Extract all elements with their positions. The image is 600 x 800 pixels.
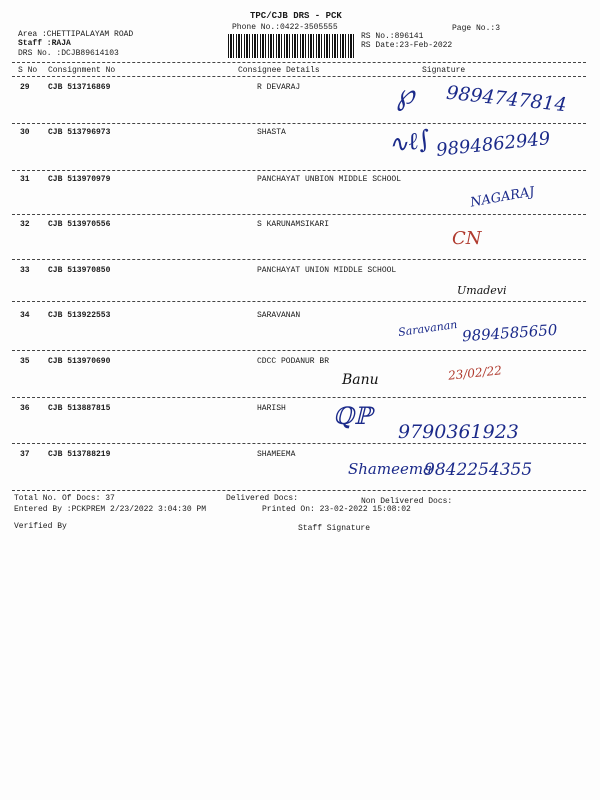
delivered-docs: Delivered Docs:: [226, 494, 299, 503]
non-delivered-docs: Non Delivered Docs:: [361, 497, 453, 506]
row-sno: 30: [20, 128, 30, 137]
row-sno: 35: [20, 357, 30, 366]
rs-date: RS Date:23-Feb-2022: [361, 41, 453, 50]
area-label: Area :CHETTIPALAYAM ROAD: [18, 30, 134, 39]
signature-mark: ∿ℓ∫: [385, 124, 433, 160]
divider: [12, 259, 586, 260]
signature-text: Umadevi: [457, 284, 507, 297]
row-consignment: CJB 513970850: [48, 266, 111, 275]
row-sno: 33: [20, 266, 30, 275]
row-consignee: S KARUNAMSIKARI: [257, 220, 330, 229]
signature-text: 9894585650: [461, 320, 558, 346]
signature-text: 9790361923: [398, 421, 519, 443]
barcode-image: [228, 34, 356, 58]
signature-mark: ℘: [392, 76, 417, 113]
divider: [12, 397, 586, 398]
row-sno: 36: [20, 404, 30, 413]
signature-text: Shameema: [348, 460, 433, 478]
rs-number: RS No.:896141: [361, 32, 424, 41]
divider: [12, 301, 586, 302]
verified-by: Verified By: [14, 522, 67, 531]
divider: [12, 443, 586, 444]
row-consignment: CJB 513922553: [48, 311, 111, 320]
row-consignment: CJB 513970556: [48, 220, 111, 229]
entered-by: Entered By :PCKPREM 2/23/2022 3:04:30 PM: [14, 505, 207, 514]
signature-text: 9894862949: [435, 128, 552, 161]
row-consignee: HARISH: [257, 404, 286, 413]
column-signature: Signature: [422, 66, 466, 75]
row-sno: 32: [20, 220, 30, 229]
signature-text: 23/02/22: [447, 363, 503, 383]
row-consignment: CJB 513887815: [48, 404, 111, 413]
signature-text: 9842254355: [424, 460, 533, 480]
column-sno: S No: [18, 66, 38, 75]
row-consignment: CJB 513788219: [48, 450, 111, 459]
divider: [12, 76, 586, 77]
row-consignee: SHASTA: [257, 128, 286, 137]
staff-signature: Staff Signature: [298, 524, 371, 533]
signature-text: CN: [452, 228, 482, 249]
row-consignment: CJB 513970690: [48, 357, 111, 366]
row-consignee: PANCHAYAT UNBION MIDDLE SCHOOL: [257, 175, 402, 184]
row-consignee: R DEVARAJ: [257, 83, 301, 92]
row-sno: 31: [20, 175, 30, 184]
row-consignee: CDCC PODANUR BR: [257, 357, 330, 366]
row-consignee: SHAMEEMA: [257, 450, 296, 459]
phone-number: Phone No.:0422-3505555: [232, 23, 338, 32]
signature-text: Saravanan: [397, 317, 459, 340]
signature-text: Banu: [342, 372, 379, 388]
row-consignee: SARAVANAN: [257, 311, 301, 320]
divider: [12, 62, 586, 63]
divider: [12, 214, 586, 215]
drs-number: DRS No. :DCJB89614103: [18, 49, 119, 58]
row-sno: 37: [20, 450, 30, 459]
staff-label: Staff :RAJA: [18, 39, 71, 48]
row-sno: 34: [20, 311, 30, 320]
row-consignment: CJB 513716869: [48, 83, 111, 92]
document-title: TPC/CJB DRS - PCK: [250, 11, 342, 21]
row-consignment: CJB 513970979: [48, 175, 111, 184]
divider: [12, 350, 586, 351]
column-consignee: Consignee Details: [238, 66, 320, 75]
signature-mark: ℚℙ: [333, 402, 372, 430]
column-consignment: Consignment No: [48, 66, 116, 75]
row-consignee: PANCHAYAT UNION MIDDLE SCHOOL: [257, 266, 397, 275]
signature-text: 9894747814: [445, 81, 568, 117]
page-number: Page No.:3: [452, 24, 501, 33]
divider: [12, 170, 586, 171]
row-consignment: CJB 513796973: [48, 128, 111, 137]
row-sno: 29: [20, 83, 30, 92]
divider: [12, 490, 586, 491]
divider: [12, 123, 586, 124]
signature-text: NAGARAJ: [469, 184, 536, 211]
printed-on: Printed On: 23-02-2022 15:08:02: [262, 505, 411, 514]
total-docs: Total No. Of Docs: 37: [14, 494, 115, 503]
